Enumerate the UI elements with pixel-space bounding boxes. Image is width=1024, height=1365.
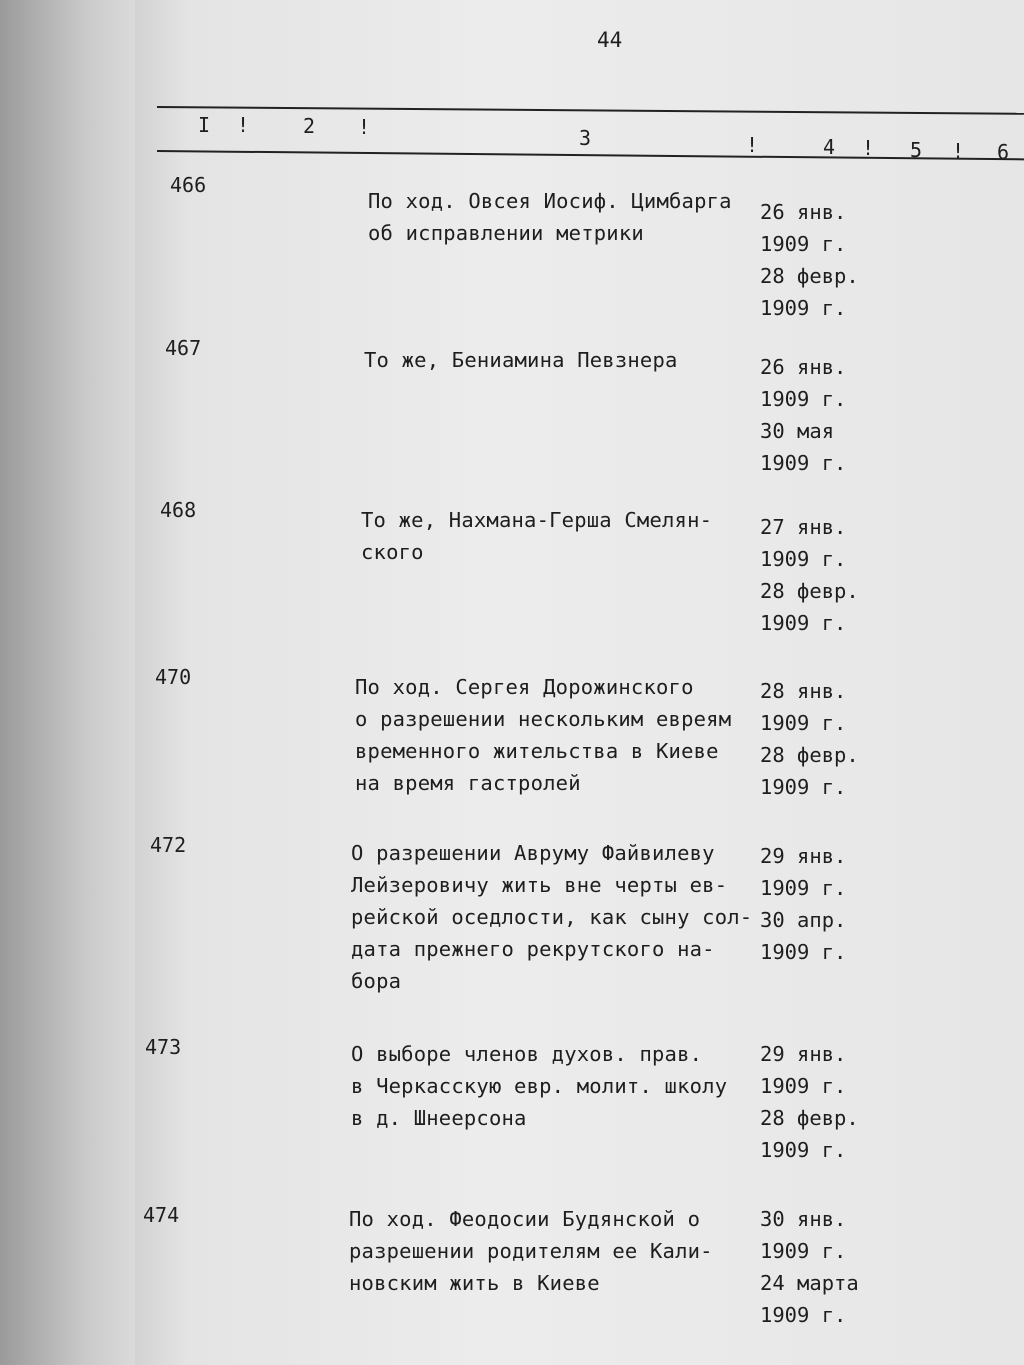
entry-dates: 30 янв. 1909 г. 24 марта 1909 г. <box>760 1207 859 1327</box>
entry-number: 468 <box>160 498 197 522</box>
header-col-2: 2 <box>303 114 316 138</box>
entry-number: 473 <box>145 1035 182 1059</box>
entry-description: То же, Бениамина Певзнера <box>364 348 678 372</box>
entry-description: О выборе членов духов. прав. в Черкасскую евр. молит. школу в д. Шнеерсона <box>351 1042 728 1130</box>
entry-description: По ход. Сергея Дорожинского о разрешении нескольким евреям временного жительства в Киеве на время гастролей <box>355 675 732 795</box>
entry-dates: 28 янв. 1909 г. 28 февр. 1909 г. <box>760 679 859 799</box>
entry-dates: 26 янв. 1909 г. 28 февр. 1909 г. <box>760 200 859 320</box>
header-separator: ! <box>952 139 965 163</box>
header-separator: ! <box>746 133 759 157</box>
entry-number: 467 <box>165 336 202 360</box>
entry-dates: 26 янв. 1909 г. 30 мая 1909 г. <box>760 355 847 475</box>
entry-dates: 29 янв. 1909 г. 28 февр. 1909 г. <box>760 1042 859 1162</box>
entry-description: О разрешении Авруму Файвилеву Лейзеровичу жить вне черты ев- рейской оседлости, как сыну сол- дата прежнего рекрутского на- бора <box>351 841 753 993</box>
entry-number: 470 <box>155 665 192 689</box>
header-col-3: 3 <box>579 126 592 150</box>
header-col-5: 5 <box>910 138 923 162</box>
entry-number: 474 <box>143 1203 180 1227</box>
book-spine-shadow <box>0 0 140 1365</box>
entry-dates: 29 янв. 1909 г. 30 апр. 1909 г. <box>760 844 847 964</box>
entry-number: 472 <box>150 833 187 857</box>
document-page <box>135 0 1024 1365</box>
entry-dates: 27 янв. 1909 г. 28 февр. 1909 г. <box>760 515 859 635</box>
table-header-top-rule <box>157 106 1024 115</box>
entry-description: По ход. Овсея Иосиф. Цимбарга об исправлении метрики <box>368 189 732 245</box>
header-separator: ! <box>237 113 250 137</box>
page-number: 44 <box>597 28 623 52</box>
header-col-4: 4 <box>823 135 836 159</box>
entry-description: То же, Нахмана-Герша Смелян- ского <box>361 508 713 564</box>
header-separator: ! <box>862 136 875 160</box>
entry-description: По ход. Феодосии Будянской о разрешении родителям ее Кали- новским жить в Киеве <box>349 1207 713 1295</box>
header-col-1: I <box>198 113 211 137</box>
header-col-6: 6 <box>997 140 1010 164</box>
entry-number: 466 <box>170 173 207 197</box>
table-header-bottom-rule <box>157 150 1024 160</box>
header-separator: ! <box>358 115 371 139</box>
